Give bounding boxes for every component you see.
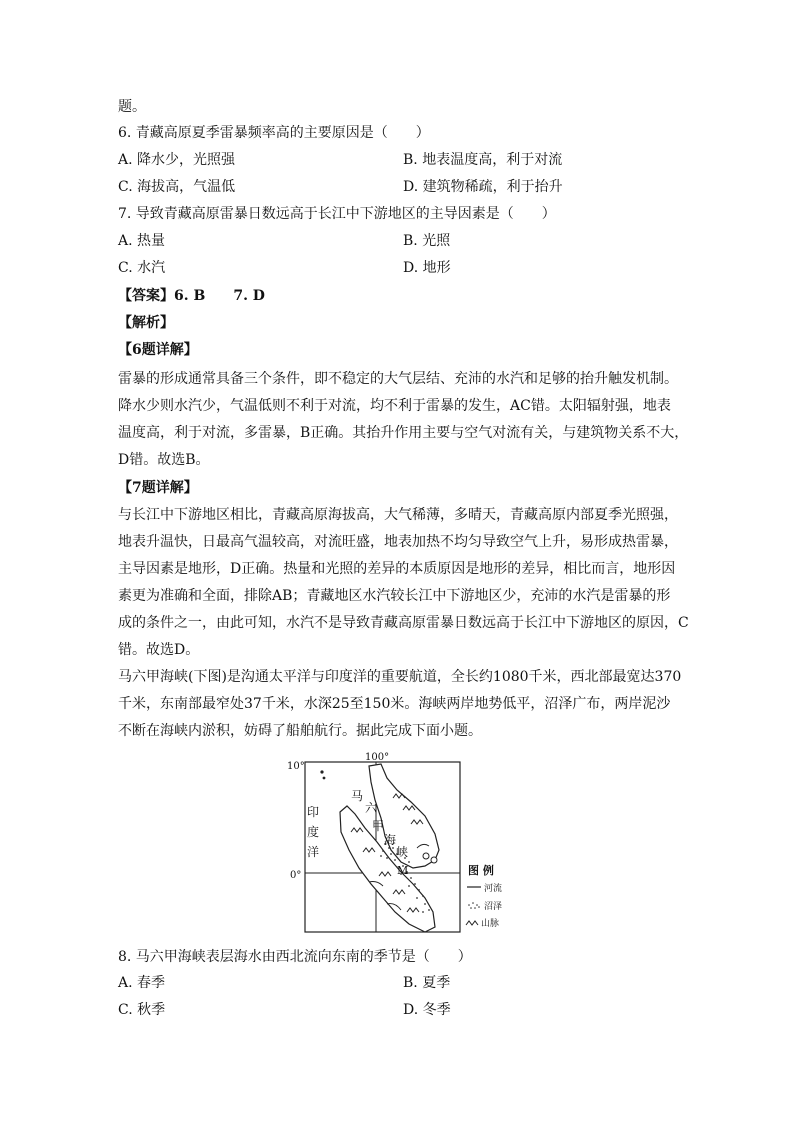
q6-option-c: C. 海拔高，气温低 (118, 179, 236, 195)
strait-label-char: 峡 (396, 845, 409, 859)
q7-option-d: D. 地形 (403, 260, 451, 276)
q6-detail-heading: 【6题详解】 (118, 342, 198, 358)
passage-line: 不断在海峡内淤积，妨碍了船舶航行。据此完成下面小题。 (118, 723, 482, 739)
strait-label-char: 六 (365, 801, 378, 815)
question-7: 7. 导致青藏高原雷暴日数远高于长江中下游地区的主导因素是（ ） (118, 206, 556, 222)
explanation-line: 与长江中下游地区相比，青藏高原海拔高，大气稀薄，多晴天，青藏高原内部夏季光照强， (118, 507, 678, 523)
legend-mountain-label: 山脉 (481, 919, 500, 929)
legend-river-label: 河流 (484, 884, 503, 894)
q6-option-a: A. 降水少，光照强 (118, 152, 236, 168)
strait-label-char: 甲 (372, 819, 385, 833)
q8-option-a: A. 春季 (118, 975, 166, 991)
q7-option-c: C. 水汽 (118, 260, 166, 276)
question-6: 6. 青藏高原夏季雷暴频率高的主要原因是（ ） (118, 125, 430, 141)
explanation-line: 地表升温快，日最高气温较高，对流旺盛，地表加热不均匀导致空气上升，易形成热雷暴， (118, 534, 678, 550)
ocean-label-char: 度 (307, 825, 320, 839)
legend-swamp-label: 沼泽 (484, 902, 503, 912)
answer-line: 【答案】6. B 7. D (118, 288, 265, 304)
lon-100-label: 100° (365, 752, 390, 763)
island-dot (323, 777, 326, 780)
q6-option-b: B. 地表温度高，利于对流 (403, 152, 563, 168)
legend-mountain-symbol (466, 921, 478, 925)
passage-line: 马六甲海峡(下图)是沟通太平洋与印度洋的重要航道，全长约1080千米，西北部最宽达370 (118, 669, 682, 685)
q6-option-d: D. 建筑物稀疏，利于抬升 (403, 179, 563, 195)
explanation-line: 成的条件之一，由此可知，水汽不是导致青藏高原雷暴日数远高于长江中下游地区的原因，C (118, 615, 689, 631)
explanation-line: 降水少则水汽少，气温低则不利于对流，均不利于雷暴的发生，AC错。太阳辐射强，地表 (118, 398, 671, 414)
q7-detail-heading: 【7题详解】 (118, 480, 198, 496)
legend-swamp-symbol (468, 902, 480, 909)
q8-option-d: D. 冬季 (403, 1002, 451, 1018)
point-m-label: M (397, 864, 409, 877)
explanation-line: D错。故选B。 (118, 452, 210, 468)
lat-0-label: 0° (290, 870, 302, 881)
q7-option-a: A. 热量 (118, 233, 166, 249)
question-8: 8. 马六甲海峡表层海水由西北流向东南的季节是（ ） (118, 949, 472, 965)
q7-option-b: B. 光照 (403, 233, 451, 249)
explanation-line: 错。故选D。 (118, 642, 200, 658)
explanation-line: 素更为准确和全面，排除AB；青藏地区水汽较长江中下游地区少，充沛的水汽是雷暴的形 (118, 588, 671, 604)
strait-label-char: 马 (351, 789, 364, 803)
explanation-line: 雷暴的形成通常具备三个条件，即不稳定的大气层结、充沛的水汽和足够的抬升触发机制。 (118, 371, 678, 387)
q8-option-b: B. 夏季 (403, 975, 451, 991)
singapore-island (423, 853, 429, 859)
island-dot (320, 770, 323, 773)
passage-line: 千米，东南部最窄处37千米，水深25至150米。海峡两岸地势低平，沼泽广布，两岸泥沙 (118, 696, 671, 712)
ocean-label-char: 印 (307, 805, 320, 819)
q8-option-c: C. 秋季 (118, 1002, 166, 1018)
ocean-label-char: 洋 (307, 845, 320, 859)
explanation-line: 主导因素是地形，D正确。热量和光照的差异的本质原因是地形的差异，相比而言，地形因 (118, 561, 676, 577)
lat-10-label: 10° (287, 761, 305, 772)
explanation-line: 温度高，利于对流，多雷暴，B正确。其抬升作用主要与空气对流有关，与建筑物关系不大， (118, 425, 689, 441)
legend-title: 图 例 (468, 864, 494, 877)
strait-of-malacca-map (285, 752, 515, 935)
island-circle (431, 857, 437, 863)
strait-label-char: 海 (384, 833, 397, 847)
text-line: 题。 (118, 99, 146, 115)
analysis-heading: 【解析】 (118, 315, 174, 331)
map-svg (285, 752, 515, 935)
